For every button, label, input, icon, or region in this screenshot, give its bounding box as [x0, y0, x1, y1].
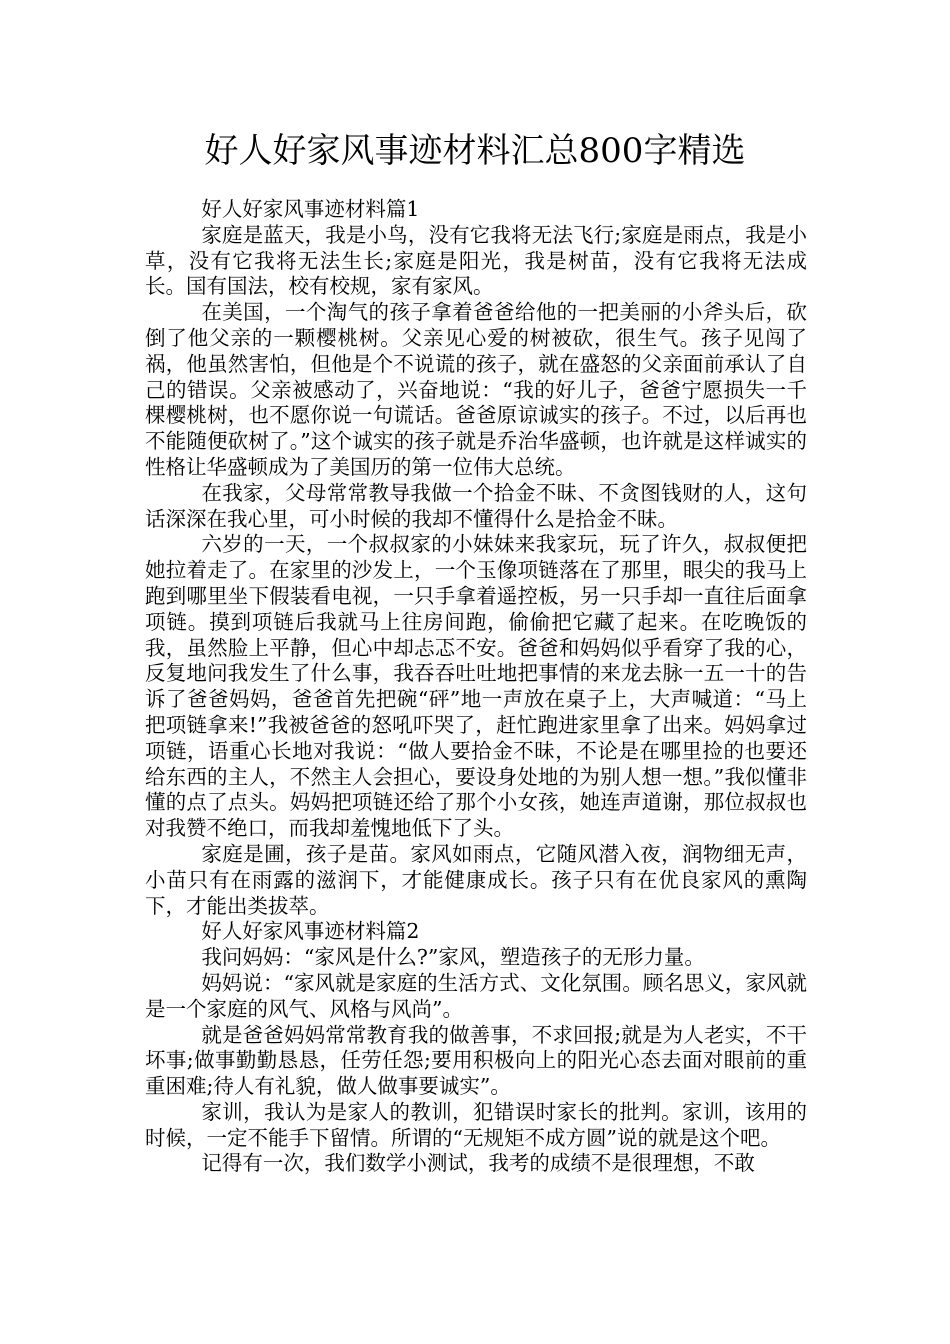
- document-title: 好人好家风事迹材料汇总800字精选: [204, 131, 746, 171]
- section-heading-2: 好人好家风事迹材料篇2: [201, 919, 420, 944]
- paragraph: 家训，我认为是家人的教训，犯错误时家长的批判。家训，该用的时候，一定不能手下留情。所谓的“无规矩不成方圆”说的就是这个吧。: [145, 1099, 807, 1150]
- paragraph: 六岁的一天，一个叔叔家的小妹妹来我家玩，玩了许久，叔叔便把她拉着走了。在家里的沙发上，一个玉像项链落在了那里，眼尖的我马上跑到哪里坐下假装看电视，一只手拿着遥控板，另一只手却一直往后面拿项链。摸到项链后我就马上往房间跑，偷偷把它藏了起来。在吃晚饭的我，虽然脸上平静，但心中却忐忑不安。爸爸和妈妈似乎看穿了我的心，反复地问我发生了什么事，我吞吞吐吐地把事情的来龙去脉一五一十的告诉了爸爸妈妈，爸爸首先把碗“砰”地一声放在桌子上，大声喊道：“马上把项链拿来!”我被爸爸的怒吼吓哭了，赶忙跑进家里拿了出来。妈妈拿过项链，语重心长地对我说：“做人要拾金不昧，不论是在哪里捡的也要还给东西的主人，不然主人会担心，要设身处地的为别人想一想。”我似懂非懂的点了点头。妈妈把项链还给了那个小女孩，她连声道谢，那位叔叔也对我赞不绝口，而我却羞愧地低下了头。: [145, 532, 807, 841]
- paragraph: 在美国，一个淘气的孩子拿着爸爸给他的一把美丽的小斧头后，砍倒了他父亲的一颗樱桃树。父亲见心爱的树被砍，很生气。孩子见闯了祸，他虽然害怕，但他是个不说谎的孩子，就在盛怒的父亲面前承认了自己的错误。父亲被感动了，兴奋地说：“我的好儿子，爸爸宁愿损失一千棵樱桃树，也不愿你说一句谎话。爸爸原谅诚实的孩子。不过，以后再也不能随便砍树了。”这个诚实的孩子就是乔治华盛顿，也许就是这样诚实的性格让华盛顿成为了美国历的第一位伟大总统。: [145, 300, 807, 479]
- paragraph: 记得有一次，我们数学小测试，我考的成绩不是很理想，不敢: [201, 1151, 755, 1176]
- document-body: [145, 197, 807, 1177]
- paragraph: 家庭是圃，孩子是苗。家风如雨点，它随风潜入夜，润物细无声，小苗只有在雨露的滋润下，才能健康成长。孩子只有在优良家风的熏陶下，才能出类拔萃。: [145, 841, 807, 918]
- paragraph: 我问妈妈：“家风是什么?”家风，塑造孩子的无形力量。: [201, 945, 705, 970]
- paragraph: 在我家，父母常常教导我做一个拾金不昧、不贪图钱财的人，这句话深深在我心里，可小时候的我却不懂得什么是拾金不昧。: [145, 480, 807, 531]
- section-heading-1: 好人好家风事迹材料篇1: [201, 197, 420, 221]
- paragraph: 就是爸爸妈妈常常教育我的做善事，不求回报;就是为人老实，不干坏事;做事勤勤恳恳，任劳任怨;要用积极向上的阳光心态去面对眼前的重重困难;待人有礼貌，做人做事要诚实”。: [145, 1022, 807, 1099]
- paragraph: 妈妈说：“家风就是家庭的生活方式、文化氛围。顾名思义，家风就是一个家庭的风气、风格与风尚”。: [145, 970, 807, 1021]
- paragraph: 家庭是蓝天，我是小鸟，没有它我将无法飞行;家庭是雨点，我是小草，没有它我将无法生长;家庭是阳光，我是树苗，没有它我将无法成长。国有国法，校有校规，家有家风。: [145, 222, 807, 299]
